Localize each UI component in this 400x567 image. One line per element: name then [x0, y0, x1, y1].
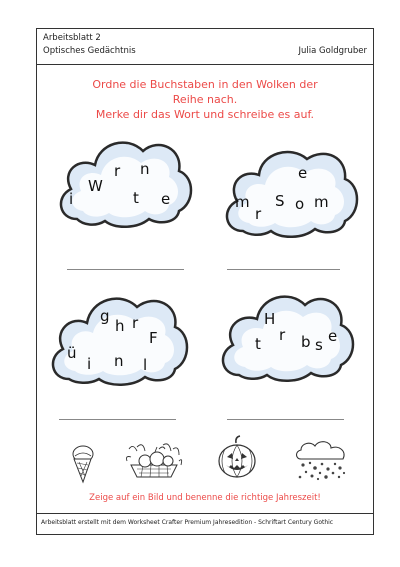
fruit-basket-icon[interactable]: [123, 439, 185, 481]
cloud-2-letter: m: [314, 193, 329, 211]
cloud-2-letter: S: [275, 192, 285, 210]
cloud-1-letter: r: [114, 162, 121, 180]
worksheet-title: Arbeitsblatt 2: [43, 33, 101, 43]
footer-text: Arbeitsblatt erstellt mit dem Worksheet Crafter Premium Jahresedition - Schriftart Century Gothic: [41, 519, 334, 526]
cloud-1-letter: W: [88, 177, 103, 195]
cloud-1-letter: i: [69, 190, 74, 208]
cloud-2-letter: o: [295, 195, 305, 213]
cloud-3-letter: r: [132, 314, 139, 332]
subject-label: Optisches Gedächtnis: [43, 46, 136, 56]
cloud-3-letter: h: [115, 317, 125, 335]
cloud-3-letter: l: [143, 356, 148, 374]
cloud-2-letter: r: [255, 205, 262, 223]
instruction-line-1: Ordne die Buchstaben in den Wolken der: [92, 78, 318, 91]
cloud-1-letter: e: [161, 190, 171, 208]
cloud-3-letter: ü: [67, 344, 77, 362]
cloud-4-letter: b: [301, 333, 311, 351]
answer-line-1[interactable]: [67, 269, 184, 270]
cloud-3-letter: g: [100, 307, 110, 325]
snow-cloud-icon[interactable]: [293, 439, 351, 481]
author-name: Julia Goldgruber: [298, 46, 367, 56]
footer-divider: [37, 513, 373, 514]
letter-cloud-3: [47, 285, 193, 389]
cloud-4-letter: e: [328, 327, 338, 345]
cloud-4-letter: r: [279, 326, 286, 344]
cloud-3-letter: n: [114, 352, 124, 370]
cloud-4-letter: t: [255, 335, 261, 353]
answer-line-2[interactable]: [227, 269, 340, 270]
task-instruction: [37, 77, 373, 122]
answer-line-4[interactable]: [227, 419, 344, 420]
cloud-1-letter: n: [140, 160, 150, 178]
answer-line-3[interactable]: [59, 419, 176, 420]
worksheet-frame: [36, 28, 374, 535]
instruction-line-3: Merke dir das Wort und schreibe es auf.: [95, 108, 315, 121]
cloud-2-letter: m: [235, 193, 250, 211]
cloud-4-letter: s: [315, 336, 323, 354]
instruction-line-2: Reihe nach.: [172, 93, 238, 106]
header-divider: [37, 64, 373, 65]
ice-cream-icon[interactable]: [69, 444, 97, 484]
cloud-1-letter: t: [133, 189, 139, 207]
cloud-4-letter: H: [264, 310, 276, 328]
cloud-2-letter: e: [298, 164, 308, 182]
picture-instruction: Zeige auf ein Bild und benenne die richtige Jahreszeit!: [89, 493, 321, 503]
letter-cloud-2: [221, 139, 361, 239]
cloud-3-letter: i: [87, 355, 92, 373]
cloud-3-letter: F: [149, 329, 158, 347]
pumpkin-icon[interactable]: [217, 435, 257, 479]
letter-cloud-1: [55, 131, 195, 231]
